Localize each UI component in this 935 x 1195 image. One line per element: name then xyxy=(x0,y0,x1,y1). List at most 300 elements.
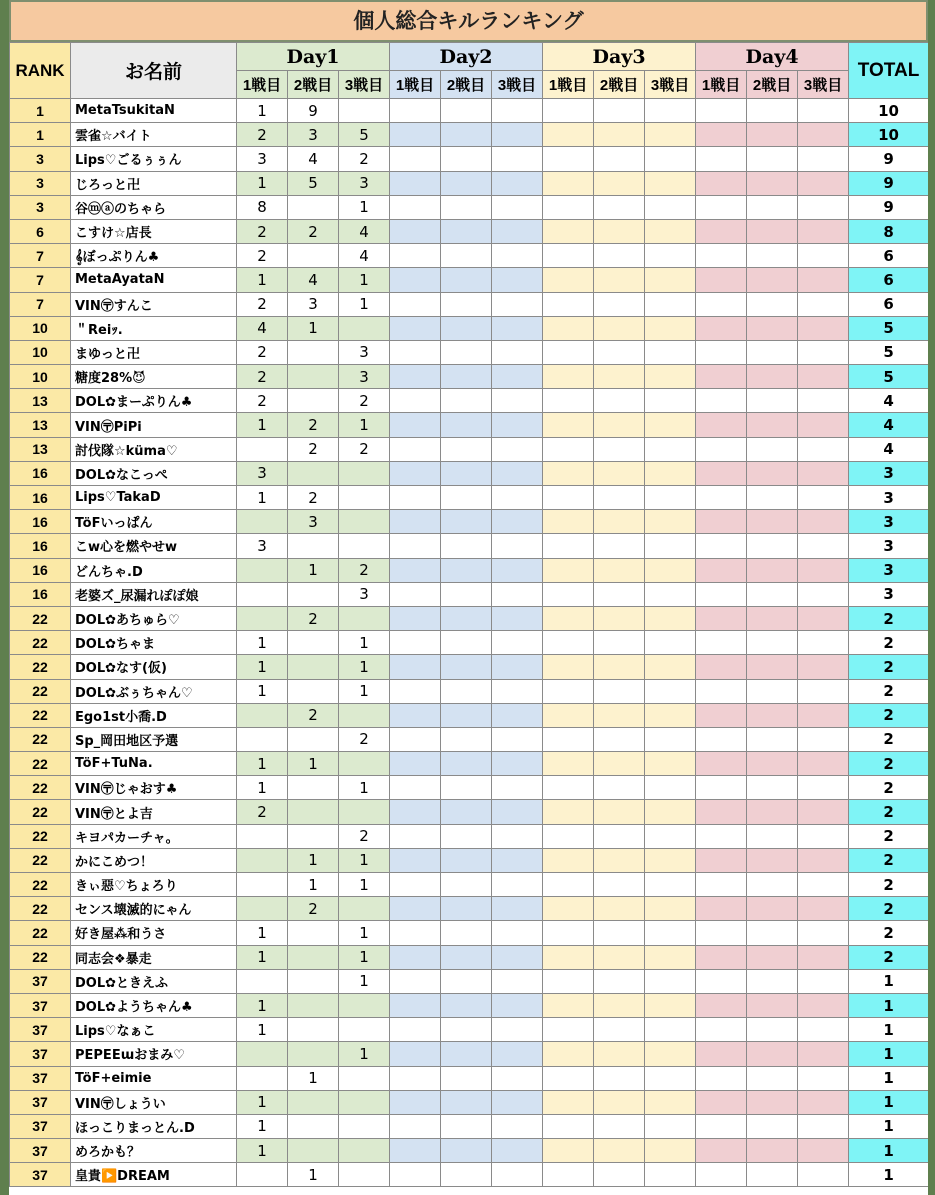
day1-match1-header: 1戦目 xyxy=(237,71,288,99)
day2-kill-cell xyxy=(492,1090,543,1114)
day3-kill-cell xyxy=(594,1042,645,1066)
day1-kill-cell xyxy=(288,1018,339,1042)
rank-cell: 22 xyxy=(10,945,71,969)
day1-kill-cell xyxy=(339,316,390,340)
day1-kill-cell: 1 xyxy=(237,631,288,655)
day3-kill-cell xyxy=(543,703,594,727)
day3-kill-cell xyxy=(594,171,645,195)
day1-kill-cell: 3 xyxy=(339,340,390,364)
day2-kill-cell xyxy=(441,171,492,195)
day3-kill-cell xyxy=(645,631,696,655)
player-name-cell: VIN〶じゃおす♣ xyxy=(71,776,237,800)
day3-kill-cell xyxy=(645,969,696,993)
day2-kill-cell xyxy=(390,631,441,655)
day3-kill-cell xyxy=(594,461,645,485)
player-name-cell: こw心を燃やせw xyxy=(71,534,237,558)
day4-kill-cell xyxy=(747,534,798,558)
day2-match3-header: 3戦目 xyxy=(492,71,543,99)
day4-kill-cell xyxy=(696,1018,747,1042)
day4-kill-cell xyxy=(696,1066,747,1090)
day2-kill-cell xyxy=(492,1018,543,1042)
day2-kill-cell xyxy=(441,848,492,872)
day2-kill-cell xyxy=(441,969,492,993)
table-row xyxy=(10,219,929,243)
day4-kill-cell xyxy=(696,437,747,461)
day2-kill-cell xyxy=(492,365,543,389)
day1-kill-cell xyxy=(339,993,390,1017)
day4-kill-cell xyxy=(747,1066,798,1090)
day3-kill-cell xyxy=(645,437,696,461)
day2-kill-cell xyxy=(441,945,492,969)
day3-kill-cell xyxy=(594,703,645,727)
day2-kill-cell xyxy=(390,389,441,413)
day2-kill-cell xyxy=(390,316,441,340)
day1-kill-cell xyxy=(288,1042,339,1066)
day3-kill-cell xyxy=(594,945,645,969)
table-row xyxy=(10,1090,929,1114)
player-name-cell: Lips♡ごるぅぅん xyxy=(71,147,237,171)
day4-kill-cell xyxy=(696,993,747,1017)
total-cell: 8 xyxy=(849,219,928,243)
day4-kill-cell xyxy=(798,461,849,485)
day4-kill-cell xyxy=(798,606,849,630)
day1-kill-cell xyxy=(288,921,339,945)
total-cell: 1 xyxy=(849,1090,928,1114)
day2-kill-cell xyxy=(390,873,441,897)
day3-kill-cell xyxy=(645,1090,696,1114)
day4-kill-cell xyxy=(747,631,798,655)
day4-kill-cell xyxy=(747,727,798,751)
table-row xyxy=(10,244,929,268)
total-cell: 2 xyxy=(849,848,928,872)
day4-kill-cell xyxy=(747,824,798,848)
day1-kill-cell: 1 xyxy=(339,848,390,872)
day1-kill-cell xyxy=(237,897,288,921)
day1-kill-cell: 1 xyxy=(288,316,339,340)
player-name-cell: 同志会❖暴走 xyxy=(71,945,237,969)
day4-kill-cell xyxy=(798,147,849,171)
rank-cell: 16 xyxy=(10,534,71,558)
day2-kill-cell xyxy=(441,123,492,147)
rank-cell: 3 xyxy=(10,147,71,171)
day3-kill-cell xyxy=(645,824,696,848)
day1-kill-cell xyxy=(237,727,288,751)
day2-kill-cell xyxy=(492,873,543,897)
player-name-cell: Sp_岡田地区予選 xyxy=(71,727,237,751)
day2-kill-cell xyxy=(492,195,543,219)
day1-kill-cell: 3 xyxy=(237,461,288,485)
day1-kill-cell xyxy=(288,365,339,389)
day3-kill-cell xyxy=(594,534,645,558)
day3-kill-cell xyxy=(594,1066,645,1090)
day3-kill-cell xyxy=(543,1066,594,1090)
day1-kill-cell: 1 xyxy=(237,1018,288,1042)
day2-kill-cell xyxy=(492,123,543,147)
player-name-cell: DOL✿まーぷりん♣ xyxy=(71,389,237,413)
day4-header: Day4 xyxy=(696,43,849,71)
day2-kill-cell xyxy=(441,510,492,534)
day4-kill-cell xyxy=(696,244,747,268)
day3-kill-cell xyxy=(645,486,696,510)
day4-kill-cell xyxy=(747,1114,798,1138)
day2-header: Day2 xyxy=(390,43,543,71)
total-cell: 2 xyxy=(849,824,928,848)
day3-kill-cell xyxy=(543,993,594,1017)
day2-kill-cell xyxy=(492,921,543,945)
day1-kill-cell xyxy=(339,800,390,824)
total-cell: 1 xyxy=(849,1066,928,1090)
day2-kill-cell xyxy=(441,1090,492,1114)
day4-kill-cell xyxy=(747,800,798,824)
day1-kill-cell xyxy=(237,558,288,582)
day1-kill-cell: 2 xyxy=(288,219,339,243)
day4-kill-cell xyxy=(696,945,747,969)
day4-kill-cell xyxy=(798,1163,849,1187)
day1-kill-cell xyxy=(339,1090,390,1114)
day4-kill-cell xyxy=(696,1139,747,1163)
total-cell: 1 xyxy=(849,993,928,1017)
day1-kill-cell: 5 xyxy=(288,171,339,195)
rank-cell: 22 xyxy=(10,848,71,872)
rank-cell: 13 xyxy=(10,389,71,413)
rank-cell: 37 xyxy=(10,1018,71,1042)
day1-kill-cell: 1 xyxy=(237,993,288,1017)
day3-kill-cell xyxy=(645,727,696,751)
rank-cell: 16 xyxy=(10,486,71,510)
total-cell: 1 xyxy=(849,1114,928,1138)
day2-kill-cell xyxy=(492,147,543,171)
day1-kill-cell xyxy=(288,945,339,969)
day3-header: Day3 xyxy=(543,43,696,71)
day1-kill-cell xyxy=(339,703,390,727)
day3-kill-cell xyxy=(645,655,696,679)
day1-kill-cell xyxy=(288,1114,339,1138)
player-name-cell: こすけ☆店長 xyxy=(71,219,237,243)
total-cell: 10 xyxy=(849,123,928,147)
day2-kill-cell xyxy=(441,752,492,776)
day4-match1-header: 1戦目 xyxy=(696,71,747,99)
day2-kill-cell xyxy=(441,582,492,606)
day2-kill-cell xyxy=(441,727,492,751)
day4-kill-cell xyxy=(696,147,747,171)
day4-kill-cell xyxy=(696,800,747,824)
player-name-cell: MetaAyataN xyxy=(71,268,237,292)
day3-kill-cell xyxy=(543,123,594,147)
rank-cell: 22 xyxy=(10,824,71,848)
day4-kill-cell xyxy=(696,99,747,123)
day2-kill-cell xyxy=(390,582,441,606)
day2-kill-cell xyxy=(390,655,441,679)
player-name-cell: かにこめつ！ xyxy=(71,848,237,872)
day3-kill-cell xyxy=(645,389,696,413)
rank-cell: 16 xyxy=(10,558,71,582)
day3-kill-cell xyxy=(645,582,696,606)
day4-kill-cell xyxy=(696,510,747,534)
day2-kill-cell xyxy=(390,99,441,123)
day4-kill-cell xyxy=(798,437,849,461)
day2-kill-cell xyxy=(390,1163,441,1187)
day2-kill-cell xyxy=(441,461,492,485)
sheet-title: 個人総合キルランキング xyxy=(9,0,928,42)
day2-kill-cell xyxy=(390,897,441,921)
total-cell: 2 xyxy=(849,631,928,655)
player-name-cell: 老婆ズ_尿漏れぽぽ娘 xyxy=(71,582,237,606)
player-name-cell: VIN〶PiPi xyxy=(71,413,237,437)
day1-kill-cell: 2 xyxy=(237,340,288,364)
day2-kill-cell xyxy=(441,1042,492,1066)
day1-kill-cell xyxy=(288,631,339,655)
day3-kill-cell xyxy=(594,631,645,655)
day4-kill-cell xyxy=(747,99,798,123)
day2-kill-cell xyxy=(492,679,543,703)
day2-kill-cell xyxy=(492,413,543,437)
day2-kill-cell xyxy=(390,993,441,1017)
day2-kill-cell xyxy=(441,268,492,292)
day2-kill-cell xyxy=(441,1139,492,1163)
day1-kill-cell xyxy=(288,679,339,703)
day2-kill-cell xyxy=(390,1066,441,1090)
day4-kill-cell xyxy=(696,292,747,316)
day1-kill-cell: 2 xyxy=(237,389,288,413)
day4-kill-cell xyxy=(798,534,849,558)
day3-kill-cell xyxy=(645,534,696,558)
player-name-cell: DOL✿ときえふ xyxy=(71,969,237,993)
day3-kill-cell xyxy=(543,99,594,123)
day3-kill-cell xyxy=(645,365,696,389)
day2-kill-cell xyxy=(390,510,441,534)
day2-kill-cell xyxy=(441,824,492,848)
day1-kill-cell: 1 xyxy=(339,776,390,800)
rank-cell: 37 xyxy=(10,1042,71,1066)
day2-kill-cell xyxy=(441,606,492,630)
day2-kill-cell xyxy=(441,195,492,219)
day1-kill-cell: 2 xyxy=(237,800,288,824)
rank-cell: 1 xyxy=(10,99,71,123)
day3-kill-cell xyxy=(645,510,696,534)
day2-kill-cell xyxy=(492,752,543,776)
rank-cell: 13 xyxy=(10,437,71,461)
day2-kill-cell xyxy=(492,1163,543,1187)
day1-kill-cell: 1 xyxy=(237,413,288,437)
day3-kill-cell xyxy=(645,752,696,776)
total-cell: 2 xyxy=(849,873,928,897)
day4-kill-cell xyxy=(747,510,798,534)
day2-kill-cell xyxy=(390,340,441,364)
day3-kill-cell xyxy=(594,1090,645,1114)
rank-cell: 37 xyxy=(10,1090,71,1114)
day2-kill-cell xyxy=(492,897,543,921)
day2-kill-cell xyxy=(390,969,441,993)
day1-kill-cell xyxy=(288,244,339,268)
day3-kill-cell xyxy=(645,99,696,123)
day2-kill-cell xyxy=(441,292,492,316)
day1-kill-cell xyxy=(237,873,288,897)
day1-kill-cell: 3 xyxy=(237,534,288,558)
total-cell: 2 xyxy=(849,897,928,921)
day1-kill-cell: 2 xyxy=(288,897,339,921)
day2-kill-cell xyxy=(390,534,441,558)
table-row xyxy=(10,413,929,437)
day3-kill-cell xyxy=(543,389,594,413)
day1-kill-cell: 1 xyxy=(339,873,390,897)
day1-kill-cell: 1 xyxy=(288,752,339,776)
day4-kill-cell xyxy=(696,461,747,485)
day1-kill-cell xyxy=(288,727,339,751)
table-row xyxy=(10,558,929,582)
day3-kill-cell xyxy=(594,365,645,389)
day4-kill-cell xyxy=(696,219,747,243)
day2-kill-cell xyxy=(441,99,492,123)
day3-kill-cell xyxy=(594,195,645,219)
day4-kill-cell xyxy=(747,897,798,921)
day1-kill-cell: 1 xyxy=(237,99,288,123)
player-name-cell: 糖度28%😈 xyxy=(71,365,237,389)
day2-kill-cell xyxy=(441,437,492,461)
player-name-cell: VIN〶とよ吉 xyxy=(71,800,237,824)
day3-kill-cell xyxy=(594,437,645,461)
table-row xyxy=(10,921,929,945)
day2-kill-cell xyxy=(441,631,492,655)
day3-kill-cell xyxy=(543,776,594,800)
day1-kill-cell: 4 xyxy=(237,316,288,340)
day4-kill-cell xyxy=(747,752,798,776)
rank-cell: 22 xyxy=(10,873,71,897)
total-cell: 1 xyxy=(849,1042,928,1066)
day3-kill-cell xyxy=(645,993,696,1017)
day2-kill-cell xyxy=(390,437,441,461)
day1-kill-cell: 3 xyxy=(288,510,339,534)
day1-kill-cell xyxy=(288,969,339,993)
rank-cell: 22 xyxy=(10,800,71,824)
day1-kill-cell xyxy=(288,461,339,485)
day4-kill-cell xyxy=(747,679,798,703)
day2-kill-cell xyxy=(390,703,441,727)
day4-kill-cell xyxy=(747,655,798,679)
day2-kill-cell xyxy=(492,776,543,800)
day1-kill-cell xyxy=(339,534,390,558)
player-name-cell: どんちゃ.D xyxy=(71,558,237,582)
day3-kill-cell xyxy=(543,1114,594,1138)
day1-kill-cell: 3 xyxy=(288,292,339,316)
day3-kill-cell xyxy=(594,1139,645,1163)
day2-kill-cell xyxy=(390,679,441,703)
total-cell: 3 xyxy=(849,510,928,534)
day3-kill-cell xyxy=(543,945,594,969)
day1-kill-cell xyxy=(339,510,390,534)
player-name-cell: DOL✿あちゅら♡ xyxy=(71,606,237,630)
day4-kill-cell xyxy=(798,558,849,582)
day4-kill-cell xyxy=(798,510,849,534)
day4-kill-cell xyxy=(798,703,849,727)
day2-kill-cell xyxy=(492,534,543,558)
day2-kill-cell xyxy=(492,703,543,727)
day1-kill-cell: 5 xyxy=(339,123,390,147)
day4-kill-cell xyxy=(798,195,849,219)
day3-kill-cell xyxy=(543,340,594,364)
day1-kill-cell: 1 xyxy=(237,1090,288,1114)
day3-kill-cell xyxy=(594,268,645,292)
table-row xyxy=(10,582,929,606)
total-cell: 1 xyxy=(849,1163,928,1187)
day4-kill-cell xyxy=(747,1018,798,1042)
table-row xyxy=(10,1018,929,1042)
day3-kill-cell xyxy=(543,292,594,316)
day4-kill-cell xyxy=(696,752,747,776)
table-row xyxy=(10,437,929,461)
day1-kill-cell: 1 xyxy=(237,655,288,679)
day4-kill-cell xyxy=(798,1066,849,1090)
total-cell: 4 xyxy=(849,389,928,413)
day2-kill-cell xyxy=(492,99,543,123)
rank-cell: 3 xyxy=(10,171,71,195)
day1-kill-cell xyxy=(288,1139,339,1163)
table-row xyxy=(10,703,929,727)
day2-kill-cell xyxy=(441,655,492,679)
day4-kill-cell xyxy=(798,316,849,340)
day4-kill-cell xyxy=(696,558,747,582)
day1-kill-cell: 1 xyxy=(339,631,390,655)
day1-kill-cell: 2 xyxy=(339,389,390,413)
day3-kill-cell xyxy=(594,873,645,897)
day4-kill-cell xyxy=(747,219,798,243)
day3-kill-cell xyxy=(594,679,645,703)
rank-cell: 10 xyxy=(10,316,71,340)
table-row xyxy=(10,461,929,485)
day1-kill-cell: 1 xyxy=(288,1066,339,1090)
day2-kill-cell xyxy=(441,897,492,921)
rank-cell: 22 xyxy=(10,631,71,655)
day1-kill-cell: 1 xyxy=(237,679,288,703)
day4-kill-cell xyxy=(747,292,798,316)
table-row xyxy=(10,993,929,1017)
day2-kill-cell xyxy=(492,219,543,243)
day4-kill-cell xyxy=(798,1139,849,1163)
day1-kill-cell: 1 xyxy=(288,1163,339,1187)
day1-kill-cell: 2 xyxy=(288,413,339,437)
total-cell: 5 xyxy=(849,340,928,364)
total-cell: 1 xyxy=(849,969,928,993)
table-row xyxy=(10,1139,929,1163)
day2-kill-cell xyxy=(441,1018,492,1042)
day2-kill-cell xyxy=(492,340,543,364)
day4-kill-cell xyxy=(798,219,849,243)
player-name-cell: DOL✿なこっぺ xyxy=(71,461,237,485)
day3-kill-cell xyxy=(543,800,594,824)
day2-kill-cell xyxy=(492,389,543,413)
rank-cell: 13 xyxy=(10,413,71,437)
table-row xyxy=(10,1042,929,1066)
player-name-cell: DOL✿ようちゃん♣ xyxy=(71,993,237,1017)
table-row xyxy=(10,848,929,872)
day3-kill-cell xyxy=(543,921,594,945)
day3-kill-cell xyxy=(543,631,594,655)
day1-kill-cell xyxy=(237,848,288,872)
player-name-cell: Ego1st小喬.D xyxy=(71,703,237,727)
day4-kill-cell xyxy=(798,655,849,679)
day4-kill-cell xyxy=(798,921,849,945)
day1-kill-cell: 2 xyxy=(288,486,339,510)
day4-kill-cell xyxy=(798,1042,849,1066)
day4-kill-cell xyxy=(747,582,798,606)
player-name-cell: 谷ⓜⓐのちゃら xyxy=(71,195,237,219)
player-name-cell: 𝄞ぼっぷりん♣ xyxy=(71,244,237,268)
total-cell: 6 xyxy=(849,244,928,268)
player-name-cell: ほっこりまっとん.D xyxy=(71,1114,237,1138)
day3-kill-cell xyxy=(645,316,696,340)
day1-kill-cell: 1 xyxy=(339,413,390,437)
rank-cell: 10 xyxy=(10,365,71,389)
day1-kill-cell: 8 xyxy=(237,195,288,219)
